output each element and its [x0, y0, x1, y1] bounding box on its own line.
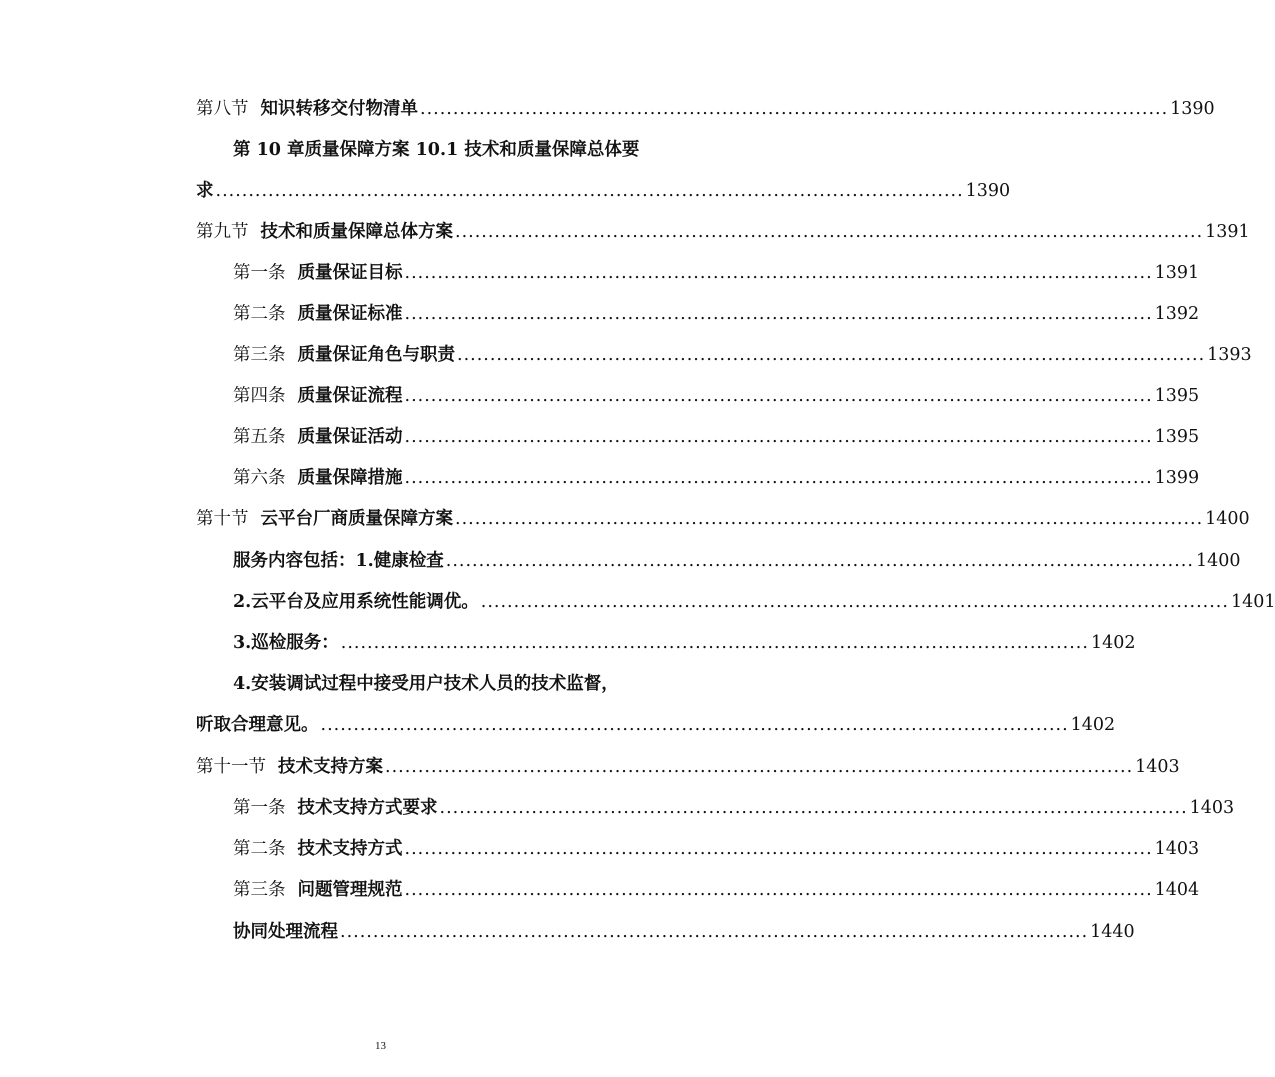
- toc-entry-title: 质量保证目标: [297, 263, 403, 283]
- toc-entry-title: 问题管理规范: [297, 880, 403, 900]
- toc-entry-title: 技术和质量保障总体方案: [260, 222, 453, 242]
- dot-leader: ..................................................................................................................: [420, 99, 1169, 119]
- toc-entry[interactable]: [196, 504, 1250, 534]
- toc-entry-title: 服务内容包括：1.健康检查: [233, 551, 444, 571]
- toc-entry-page: 1401: [1230, 592, 1275, 612]
- toc-entry[interactable]: [196, 94, 1215, 124]
- toc-entry-page: 1391: [1205, 222, 1250, 242]
- dot-leader: ..................................................................................................................: [404, 839, 1153, 859]
- toc-entry[interactable]: [196, 752, 1180, 782]
- toc-entry-page: 1403: [1154, 839, 1200, 859]
- toc-entry-number: 第十一节: [196, 757, 266, 777]
- toc-entry-title: 知识转移交付物清单: [260, 99, 418, 119]
- toc-entry[interactable]: [233, 793, 1235, 823]
- toc-entry[interactable]: [196, 217, 1250, 247]
- dot-leader: ..................................................................................................................: [404, 427, 1153, 447]
- dot-leader: ..................................................................................................................: [404, 880, 1153, 900]
- toc-entry[interactable]: [233, 834, 1200, 864]
- toc-entry[interactable]: [233, 299, 1200, 329]
- toc-entry[interactable]: [233, 917, 1135, 947]
- toc-entry-page: 1390: [965, 181, 1011, 201]
- toc-entry-page: 1392: [1154, 304, 1200, 324]
- toc-entry[interactable]: [233, 628, 1136, 658]
- toc-entry-number: 第二条: [233, 839, 286, 859]
- toc-entry-page: 1395: [1154, 427, 1200, 447]
- toc-entry[interactable]: [233, 587, 1275, 617]
- toc-entry-title: 质量保证活动: [297, 427, 403, 447]
- toc-entry-number: 第三条: [233, 345, 286, 365]
- toc-entry-page: 1399: [1154, 468, 1200, 488]
- toc-entry-page: 1400: [1195, 551, 1241, 571]
- toc-entry-number: 第二条: [233, 304, 286, 324]
- toc-entry-number: 第一条: [233, 263, 286, 283]
- dot-leader: ..................................................................................................................: [320, 715, 1069, 735]
- dot-leader: ..................................................................................................................: [404, 468, 1153, 488]
- toc-entry-number: 第三条: [233, 880, 286, 900]
- toc-entry-page: 1440: [1090, 922, 1135, 942]
- toc-entry-title: 技术支持方式: [297, 839, 403, 859]
- dot-leader: ..................................................................................................................: [385, 757, 1134, 777]
- toc-entry-title: 质量保证流程: [297, 386, 403, 406]
- toc-entry-title: 质量保障措施: [297, 468, 403, 488]
- dot-leader: ..................................................................................................................: [455, 222, 1204, 242]
- toc-entry-title: 技术支持方案: [278, 757, 383, 777]
- toc-entry-page: 1391: [1154, 263, 1200, 283]
- toc-entry-wrapped-line[interactable]: 4.安装调试过程中接受用户技术人员的技术监督，: [233, 674, 619, 694]
- dot-leader: ..................................................................................................................: [404, 263, 1153, 283]
- toc-entry-page: 1390: [1170, 99, 1215, 119]
- dot-leader: ..................................................................................................................: [340, 922, 1089, 942]
- toc-entry-title: 云平台厂商质量保障方案: [260, 509, 453, 529]
- toc-entry[interactable]: [233, 546, 1241, 576]
- toc-entry-title: 3.巡检服务：: [233, 633, 339, 653]
- toc-entry-number: 第九节: [196, 222, 249, 242]
- toc-entry-title: 协同处理流程: [233, 922, 338, 942]
- dot-leader: ..................................................................................................................: [404, 304, 1153, 324]
- dot-leader: ..................................................................................................................: [480, 592, 1229, 612]
- toc-entry-page: 1400: [1205, 509, 1250, 529]
- toc-entry-number: 第十节: [196, 509, 249, 529]
- toc-entry[interactable]: [196, 710, 1116, 740]
- toc-entry[interactable]: [233, 875, 1200, 905]
- toc-entry[interactable]: [196, 176, 1011, 206]
- toc-entry-title: 2.云平台及应用系统性能调优。: [233, 592, 479, 612]
- toc-entry-title: 求: [196, 181, 214, 201]
- toc-entry-page: 1402: [1070, 715, 1116, 735]
- page-number: 13: [375, 1040, 386, 1052]
- dot-leader: ..................................................................................................................: [439, 798, 1188, 818]
- toc-entry-number: 第四条: [233, 386, 286, 406]
- dot-leader: ..................................................................................................................: [445, 551, 1194, 571]
- dot-leader: ..................................................................................................................: [457, 345, 1206, 365]
- toc-entry-wrapped-line[interactable]: 第 10 章质量保障方案 10.1 技术和质量保障总体要: [233, 140, 640, 160]
- dot-leader: ..................................................................................................................: [404, 386, 1153, 406]
- toc-entry-page: 1403: [1189, 798, 1235, 818]
- dot-leader: ..................................................................................................................: [215, 181, 964, 201]
- toc-entry[interactable]: [233, 381, 1200, 411]
- dot-leader: ..................................................................................................................: [340, 633, 1089, 653]
- toc-entry-page: 1404: [1154, 880, 1200, 900]
- toc-entry-number: 第六条: [233, 468, 286, 488]
- toc-entry-title: 听取合理意见。: [196, 715, 319, 735]
- toc-entry-page: 1393: [1207, 345, 1252, 365]
- toc-entry[interactable]: [233, 340, 1252, 370]
- toc-entry[interactable]: [233, 422, 1200, 452]
- dot-leader: ..................................................................................................................: [455, 509, 1204, 529]
- toc-entry-number: 第五条: [233, 427, 286, 447]
- toc-entry-page: 1395: [1154, 386, 1200, 406]
- toc-entry-title: 质量保证标准: [297, 304, 403, 324]
- toc-entry-page: 1403: [1135, 757, 1180, 777]
- toc-entry[interactable]: [233, 463, 1200, 493]
- toc-entry-title: 技术支持方式要求: [297, 798, 438, 818]
- toc-entry-number: 第八节: [196, 99, 249, 119]
- toc-entry-page: 1402: [1090, 633, 1136, 653]
- toc-entry-number: 第一条: [233, 798, 286, 818]
- toc-entry-title: 质量保证角色与职责: [297, 345, 455, 365]
- toc-entry[interactable]: [233, 258, 1200, 288]
